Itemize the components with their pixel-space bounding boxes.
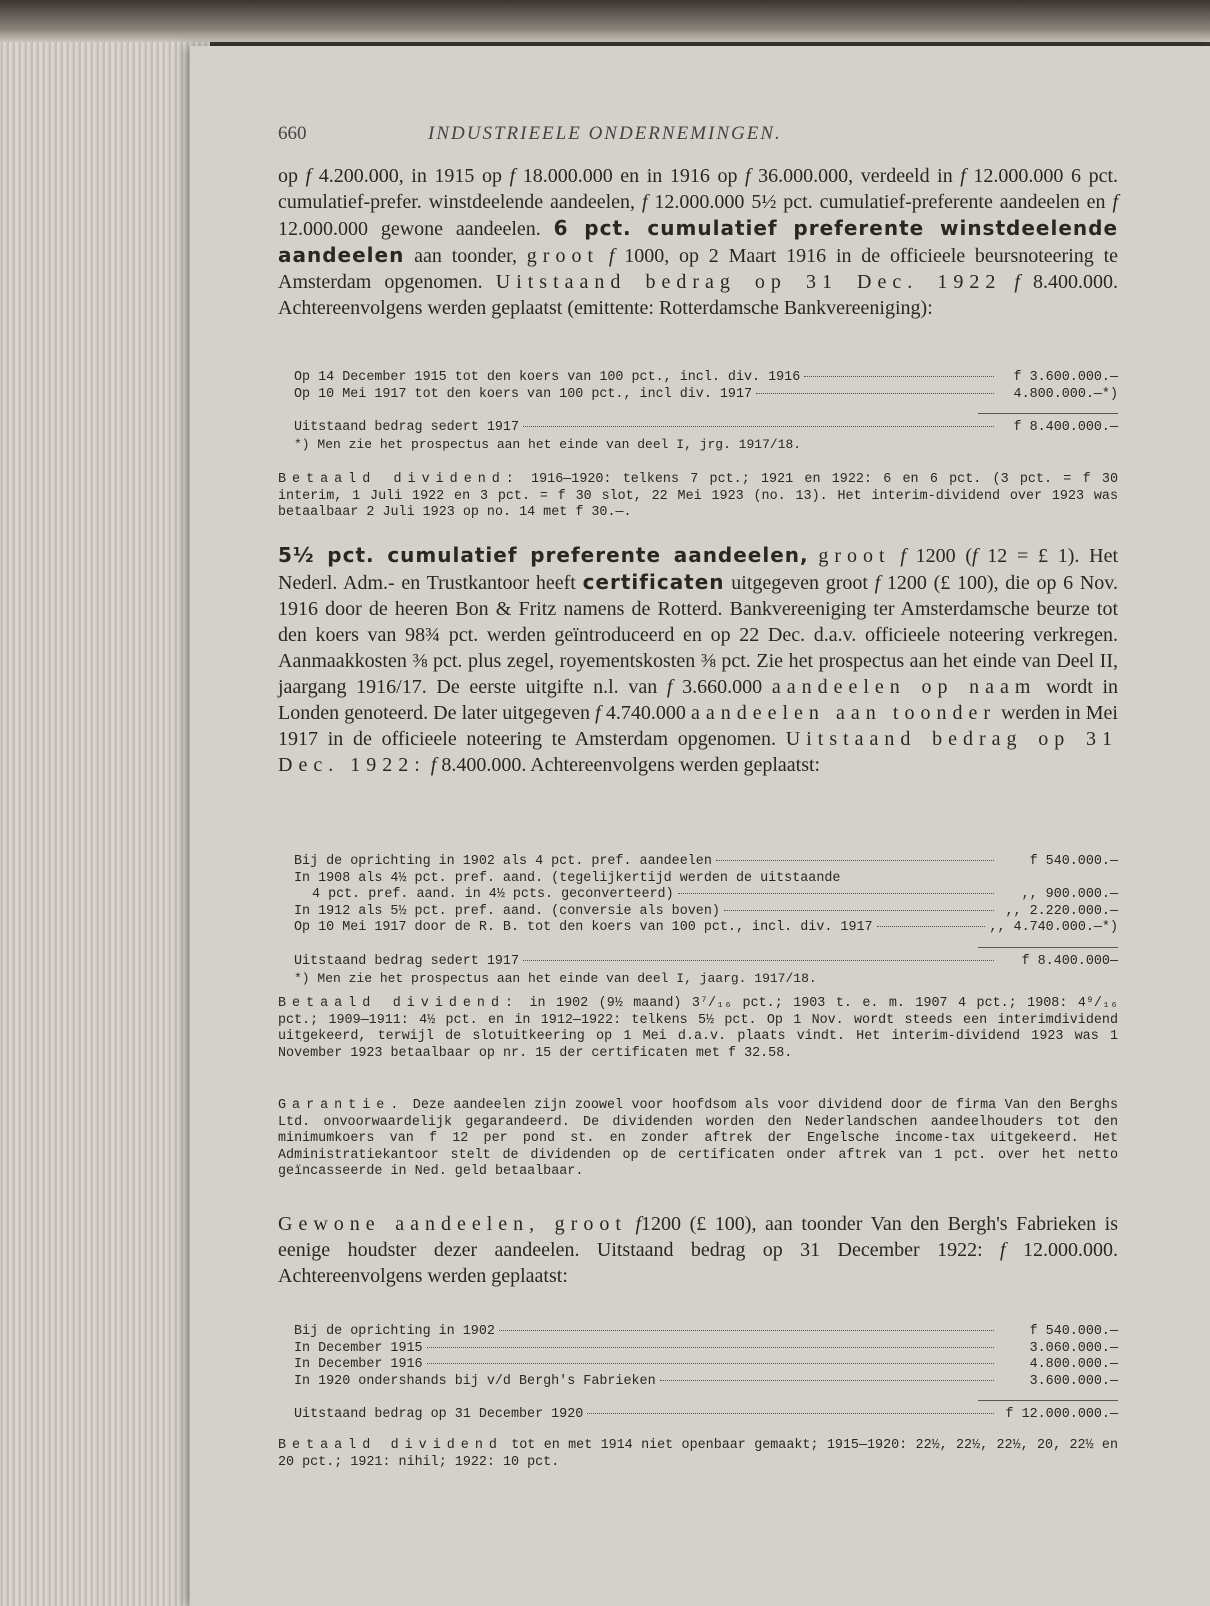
sum-rule <box>978 947 1118 948</box>
text-run: 1200 (£ 100), die op 6 Nov. 1916 door de heeren Bon & Fritz namens de Rotterd. Bankvereeniging ter Amsterdamsche beurze tot den koers van 98¾ pct. werden geïntroduceerd en op 22 Dec. d.a.v. officieele noteering verkregen. Aanmaakkosten ⅜ pct. plus zegel, royementskosten ⅜ pct. Zie het prospectus aan het einde van Deel II, jaargang 1916/17. De eerste uitgifte n.l. van <box>278 572 1118 698</box>
leader-dots <box>877 926 986 927</box>
running-title: INDUSTRIEELE ONDERNEMINGEN. <box>428 123 782 144</box>
total-amount: f 8.400.000.— <box>1013 420 1118 436</box>
florin-sign: f <box>305 165 312 187</box>
text-run: werden in Mei 1917 in de officieele noteering te Amsterdam opgenomen. <box>278 702 1118 750</box>
section3-dividend <box>278 1438 1118 1471</box>
leader-dots <box>716 860 994 861</box>
text-run <box>1001 271 1014 293</box>
text-run: 1916—1920: telkens 7 pct.; 1921 en 1922: 6 en 6 pct. (3 pct. = f 30 interim, 1 Juli 1922 en 3 pct. = f 30 slot, 22 Mei 1923 (no. 13). Het interim-dividend over 1923 was betaalbaar 2 Juli 1923 op no. 14 met f 30.—. <box>278 472 1118 521</box>
spaced-term: Betaald dividend: <box>278 996 520 1011</box>
leader-dots <box>523 960 994 961</box>
sum-rule <box>978 1400 1118 1401</box>
spaced-term: Garantie. <box>278 1098 405 1113</box>
placement-label: In 1920 ondershands bij v/d Bergh's Fabrieken <box>294 1373 656 1389</box>
rich-text <box>278 542 1118 778</box>
placement-amount: f 540.000.— <box>1029 1324 1118 1339</box>
placement-list <box>278 1324 1118 1390</box>
text-run: 12.000.000 6 pct. cumulatief-prefer. winstdeelende aandeelen, <box>278 165 1119 213</box>
text-run: uitgegeven groot <box>724 572 875 594</box>
placement-row <box>278 370 1118 387</box>
placement-label: Bij de oprichting in 1902 <box>294 1324 495 1339</box>
florin-sign: f <box>972 545 978 567</box>
total-amount: f 8.400.000— <box>1021 953 1118 969</box>
text-run: wordt in Londen genoteerd. De later uitgegeven <box>278 676 1119 724</box>
text-run: 1200 (£ 100), aan toonder Van den Bergh's Fabrieken is eenige houdster dezer aandeelen. Uitstaand bedrag op 31 December 1922: <box>278 1213 1118 1261</box>
section2-paragraph <box>278 542 1118 778</box>
florin-sign: f <box>635 1213 642 1235</box>
placement-label: In December 1915 <box>294 1340 423 1356</box>
spaced-term: Betaald dividend: <box>278 472 520 487</box>
sum-rule <box>978 413 1118 414</box>
placement-amount: 4.800.000.— <box>1029 1357 1118 1373</box>
florin-sign: f <box>509 165 516 187</box>
leader-dots <box>724 910 994 911</box>
rich-text <box>278 1438 1118 1471</box>
section2-guarantee <box>278 1098 1118 1181</box>
total-label: Uitstaand bedrag op 31 December 1920 <box>294 1407 584 1423</box>
placement-amount: f 540.000.— <box>1029 854 1118 869</box>
spaced-term: aandeelen aan toonder <box>690 702 996 724</box>
book-page-edges <box>0 0 210 1606</box>
placement-amount: ,, 2.220.000.— <box>1005 903 1118 919</box>
bold-heading: 6 pct. cumulatief preferente winstdeelende aandeelen <box>278 216 1119 267</box>
placement-label: In 1912 als 5½ pct. pref. aand. (conversie als boven) <box>294 903 720 919</box>
florin-sign: f <box>960 165 966 187</box>
text-run <box>809 545 819 567</box>
placement-label: In December 1916 <box>294 1357 423 1373</box>
total-row <box>278 1407 1118 1424</box>
total-row <box>278 420 1118 437</box>
text-run: 12 = £ 1). Het Nederl. Adm.- en Trustkantoor heeft <box>278 545 1118 594</box>
florin-sign: f <box>595 702 601 724</box>
florin-sign: f <box>608 245 615 267</box>
florin-sign: f <box>745 165 751 187</box>
placement-row <box>278 904 1118 921</box>
leader-dots <box>499 1330 994 1331</box>
leader-dots <box>804 376 994 377</box>
placement-label: 4 pct. pref. aand. in 4½ pcts. geconverteerd) <box>312 887 674 903</box>
text-run: 12.000.000 5½ pct. cumulatief-preferente aandeelen en <box>647 191 1113 213</box>
section2-dividend <box>278 996 1118 1062</box>
placement-row <box>278 887 1118 904</box>
placement-row <box>278 920 1118 937</box>
total-label: Uitstaand bedrag sedert 1917 <box>294 953 519 969</box>
rich-text <box>278 996 1118 1062</box>
spaced-term: Uitstaand bedrag op 31 Dec. 1922: <box>278 728 1118 776</box>
placement-label: Op 14 December 1915 tot den koers van 100 pct., incl. div. 1916 <box>294 370 801 385</box>
text-run: 18.000.000 en in 1916 op <box>515 165 746 187</box>
placement-row <box>278 1357 1118 1374</box>
text-run: Deze aandeelen zijn zoowel voor hoofdsom als voor dividend door de firma Van den Berghs Ltd. onvoorwaardelijk gegarandeerd. De dividenden worden den Nederlandschen aandeelhouders tot den minimumkoers van f 12 per pond st. en zonder aftrek der Engelsche income-tax uitgekeerd. Het Administratiekantoor stelt de dividenden op de certificaten onder aftrek van 1 pct. over het netto geïncasseerde in Ned. geld betaalbaar. <box>278 1098 1118 1180</box>
text-run: op <box>278 165 306 187</box>
placement-amount: f 3.600.000.— <box>1013 370 1118 385</box>
leader-dots <box>660 1380 994 1381</box>
total-amount: f 12.000.000.— <box>1005 1407 1118 1423</box>
florin-sign: f <box>1112 191 1119 213</box>
placement-label: Bij de oprichting in 1902 als 4 pct. pref. aandeelen <box>294 854 712 869</box>
florin-sign: f <box>874 572 881 594</box>
placement-label: Op 10 Mei 1917 door de R. B. tot den koers van 100 pct., incl. div. 1917 <box>294 920 873 936</box>
footnote: *) Men zie het prospectus aan het einde van deel I, jaarg. 1917/18. <box>294 970 817 986</box>
text-run: 3.660.000 <box>672 676 772 698</box>
text-run: 12.000.000 gewone aandeelen. <box>278 218 554 240</box>
text-run: 4.200.000, in 1915 op <box>311 165 510 187</box>
placement-row <box>278 871 1118 888</box>
total-label: Uitstaand bedrag sedert 1917 <box>294 420 519 436</box>
placement-list <box>278 854 1118 937</box>
placement-row <box>278 1324 1118 1341</box>
rich-text <box>278 1211 1118 1289</box>
leader-dots <box>427 1363 994 1364</box>
section3-paragraph <box>278 1211 1118 1289</box>
text-run: 12.000.000. Achtereenvolgens werden geplaatst: <box>278 1239 1119 1287</box>
section1-dividend <box>278 472 1118 522</box>
spaced-term: Uitstaand bedrag op 31 Dec. 1922 <box>495 271 1002 293</box>
florin-sign: f <box>900 545 906 567</box>
leader-dots <box>427 1347 994 1348</box>
placement-amount: 4.800.000.—*) <box>1013 386 1118 402</box>
rich-text <box>278 1098 1118 1181</box>
text-run: 36.000.000, verdeeld in <box>750 165 961 187</box>
rich-text <box>278 163 1118 321</box>
text-run: 8.400.000. Achtereenvolgens werden geplaatst: <box>436 754 821 776</box>
book-page <box>190 46 1210 1606</box>
placement-amount: 3.600.000.— <box>1029 1373 1118 1389</box>
placement-amount: ,, 4.740.000.—*) <box>989 920 1118 936</box>
section1-paragraph <box>278 163 1118 321</box>
florin-sign: f <box>666 676 673 698</box>
placement-row <box>278 387 1118 404</box>
section2-placements <box>278 854 1118 987</box>
spaced-term: groot <box>818 545 891 567</box>
placement-amount: 3.060.000.— <box>1029 1340 1118 1356</box>
leader-dots <box>756 393 994 394</box>
florin-sign: f <box>1000 1239 1006 1261</box>
placement-row <box>278 854 1118 871</box>
rich-text <box>278 472 1118 522</box>
text-run: 1200 ( <box>905 545 972 567</box>
placement-list <box>278 370 1118 403</box>
florin-sign: f <box>641 191 648 213</box>
bold-heading: 5½ pct. cumulatief preferente aandeelen, <box>278 543 809 567</box>
spaced-term: Betaald dividend <box>278 1438 503 1453</box>
leader-dots <box>678 893 994 894</box>
florin-sign: f <box>430 754 437 776</box>
text-run: tot en met 1914 niet openbaar gemaakt; 1915—1920: 22½, 22½, 22½, 20, 22½ en 20 pct.; 1921: nihil; 1922: 10 pct. <box>278 1438 1118 1470</box>
leader-dots <box>523 426 994 427</box>
florin-sign: f <box>1014 271 1020 293</box>
placement-amount: ,, 900.000.— <box>1021 887 1118 903</box>
page-number: 660 <box>278 123 307 144</box>
total-row <box>278 954 1118 971</box>
bold-heading: certificaten <box>582 570 725 594</box>
placement-label: In 1908 als 4½ pct. pref. aand. (tegelijkertijd werden de uitstaande <box>294 870 841 886</box>
text-run <box>891 545 901 567</box>
spaced-term: aandeelen op naam <box>771 676 1037 698</box>
spaced-term: Gewone aandeelen, groot <box>278 1213 627 1235</box>
text-run: 1000, op 2 Maart 1916 in de officieele beursnoteering te Amsterdam opgenomen. <box>278 245 1119 293</box>
section1-placements <box>278 370 1118 453</box>
text-run: 8.400.000. Achtereenvolgens werden geplaatst (emittente: Rotterdamsche Bankvereeniging): <box>278 271 1119 319</box>
text-run: in 1902 (9½ maand) 3⁷/₁₆ pct.; 1903 t. e. m. 1907 4 pct.; 1908: 4⁹/₁₆ pct.; 1909—1911: 4½ pct. en in 1912—1922: telkens 5½ pct. Op 1 Nov. wordt steeds een interimdividend uitgekeerd, terwijl de slotuitkeering op 1 Mei d.a.v. plaats vindt. Het interim-dividend 1923 was 1 November 1923 betaalbaar op nr. 15 der certificaten met f 32.58. <box>278 996 1119 1061</box>
spaced-term: groot <box>526 245 600 267</box>
placement-row <box>278 1341 1118 1358</box>
text-run: 4.740.000 <box>600 702 691 724</box>
section3-placements <box>278 1324 1118 1424</box>
book-top-edge <box>0 0 1210 42</box>
placement-label: Op 10 Mei 1917 tot den koers van 100 pct., incl div. 1917 <box>294 386 753 402</box>
leader-dots <box>587 1413 994 1414</box>
footnote: *) Men zie het prospectus aan het einde van deel I, jrg. 1917/18. <box>294 436 802 452</box>
text-run: aan toonder, <box>404 245 527 267</box>
placement-row <box>278 1374 1118 1391</box>
text-run <box>599 245 609 267</box>
